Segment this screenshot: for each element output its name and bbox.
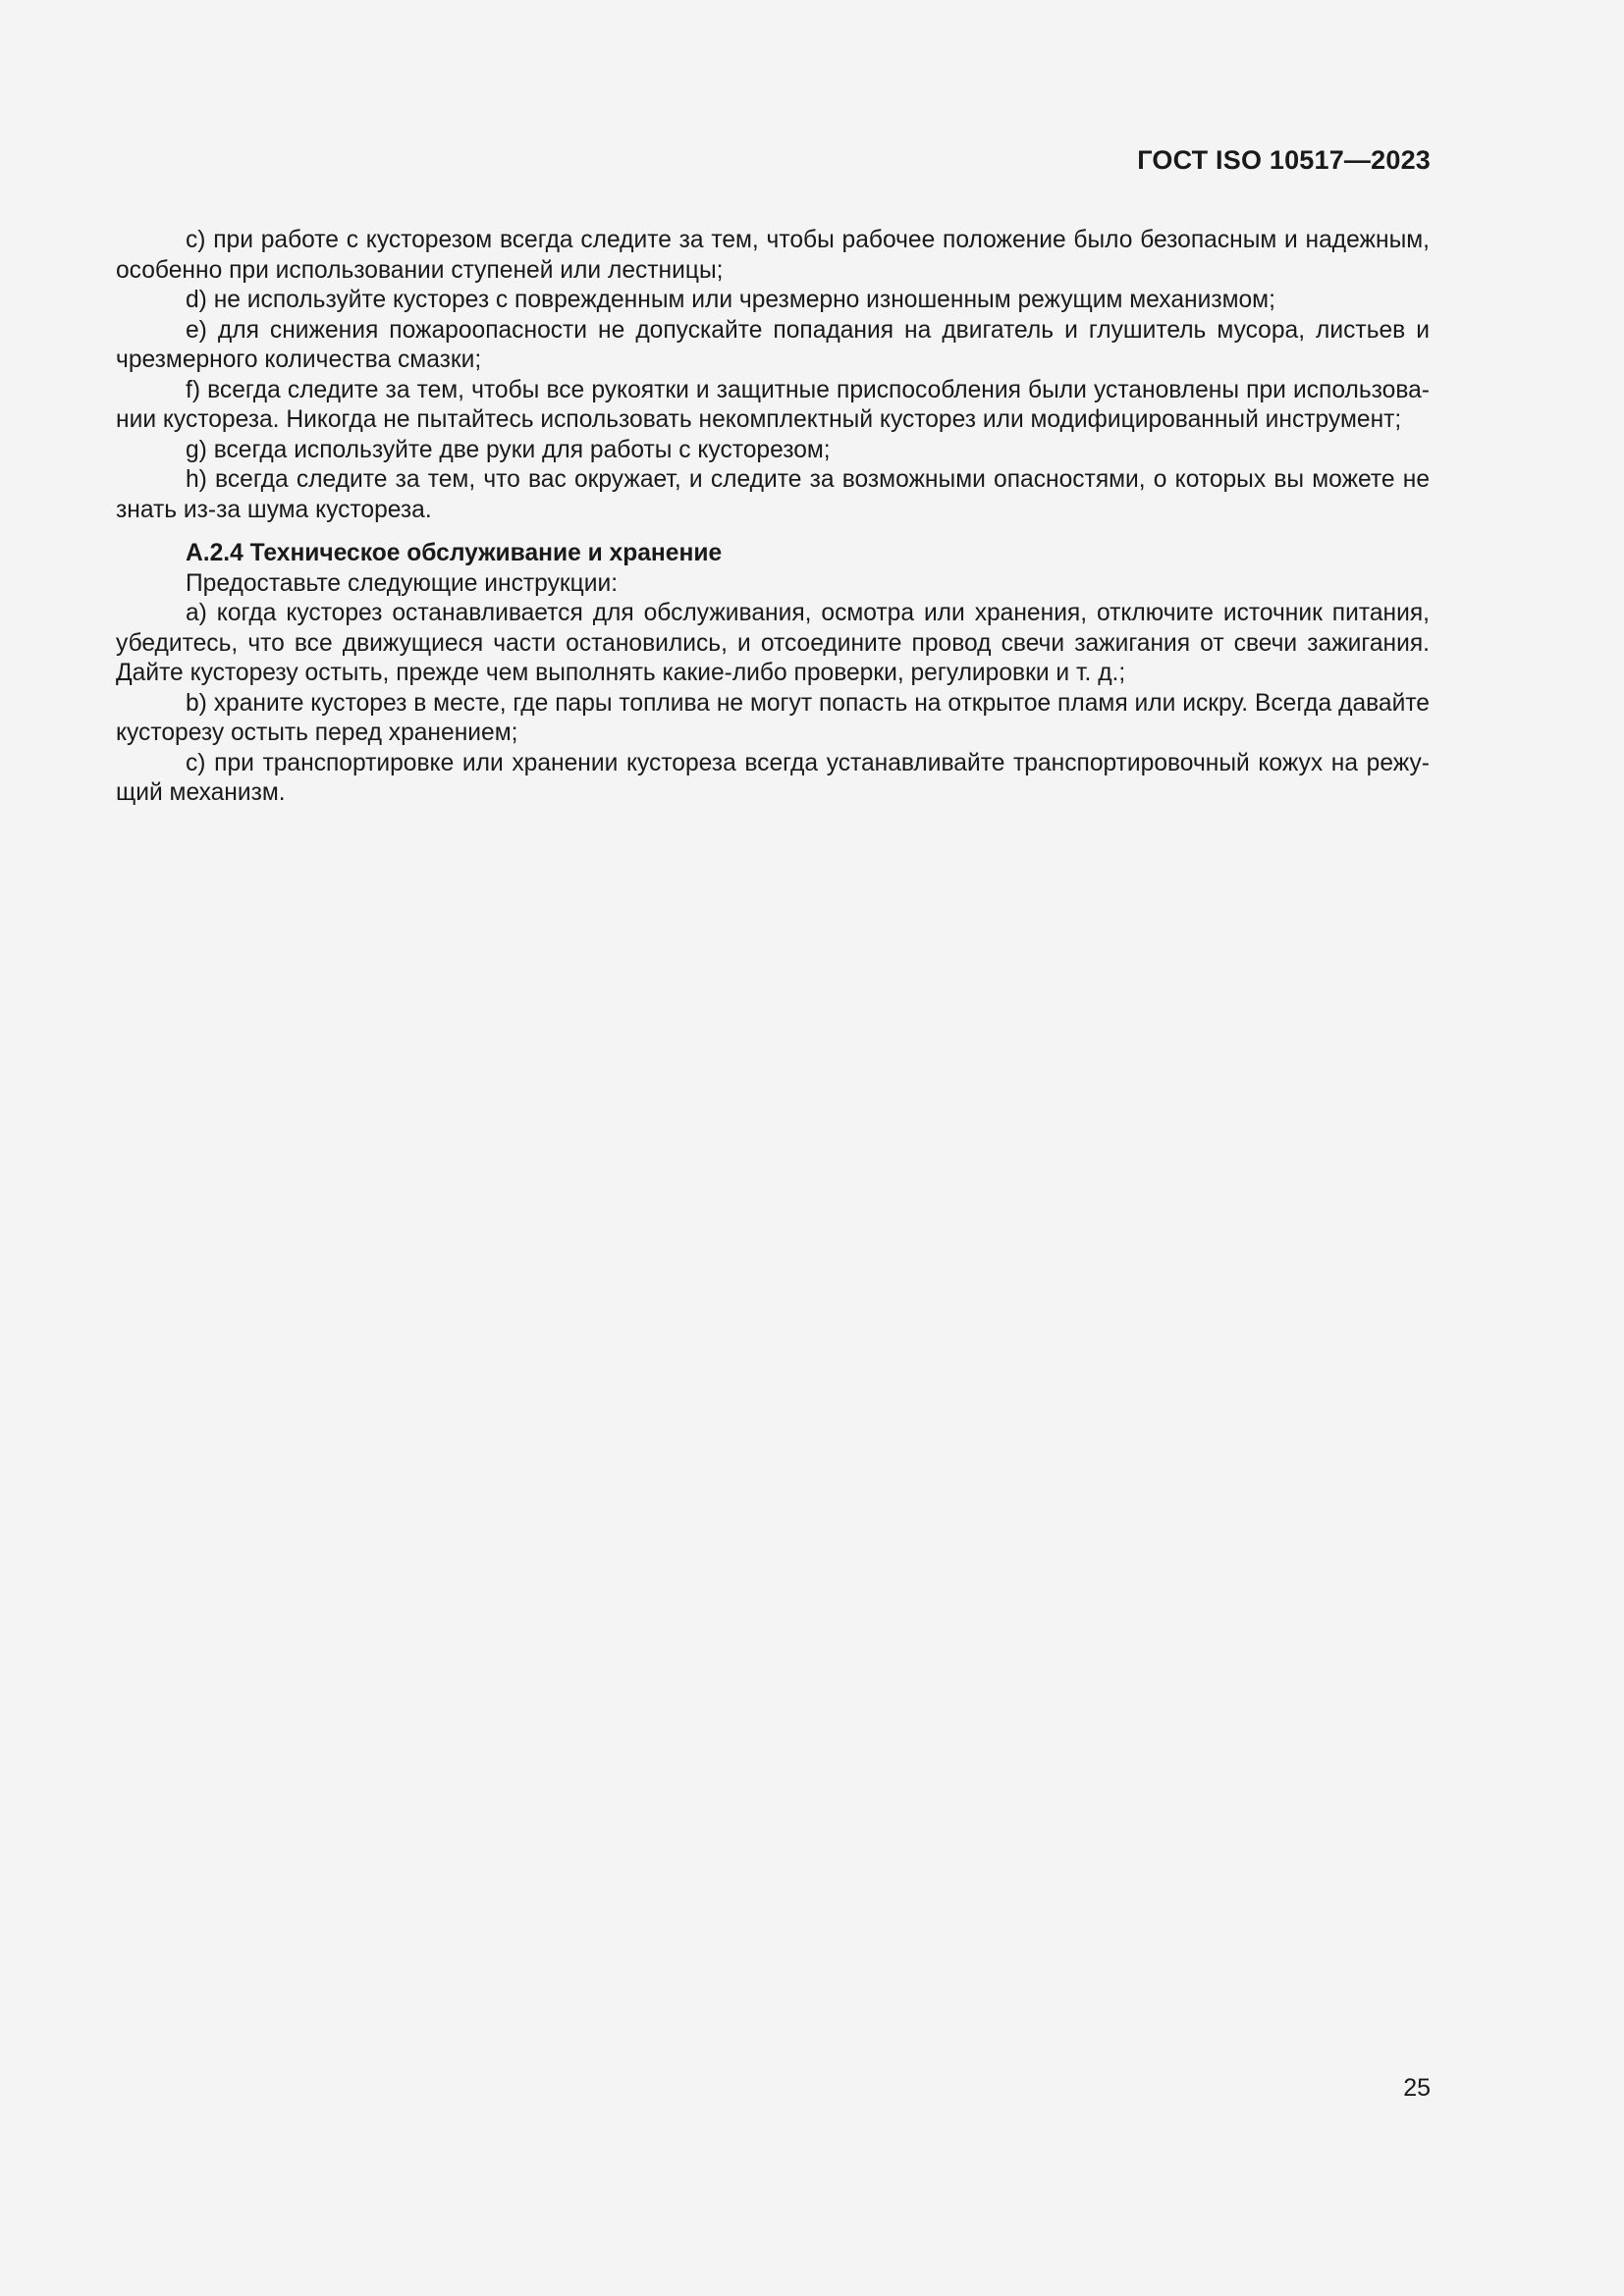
list-item-b: b) храните кусторез в месте, где пары топлива не могут попасть на открытое пламя или искру. Всегда давайте кусторезу остыть перед хранением; bbox=[116, 689, 1430, 746]
list-item-g: g) всегда используйте две руки для работы с кусторезом; bbox=[186, 436, 831, 463]
section-heading: А.2.4 Техническое обслуживание и хранение bbox=[186, 540, 723, 566]
section-gap bbox=[116, 525, 1430, 539]
list-item-f: f) всегда следите за тем, чтобы все рукоятки и защитные приспособления были установлены при использовании кустореза. Никогда не пытайтесь использовать некомплектный кусторез или модифицированный инструмент; bbox=[116, 376, 1430, 433]
section-intro: Предоставьте следующие инструкции: bbox=[186, 569, 619, 597]
list-item-d: d) не используйте кусторез с поврежденным или чрезмерно изношенным режущим механизмом; bbox=[186, 287, 1275, 313]
maintenance-section bbox=[116, 539, 1430, 809]
list-item-e: e) для снижения пожароопасности не допускайте попадания на двигатель и глушитель мусора, листьев и чрезмерного количества смазки; bbox=[116, 316, 1430, 373]
document-header: ГОСТ ISO 10517—2023 bbox=[1137, 145, 1431, 175]
list-item-a: а) когда кусторез останавливается для обслуживания, осмотра или хранения, отключите источник питания, убедитесь, что все движущиеся части остановились, и отсоедините провод свечи зажигания от свечи зажигания. Дайте кусторезу остыть, прежде чем выполнять какие-либо проверки, регулировки и т. д.; bbox=[116, 600, 1430, 686]
page-number: 25 bbox=[1403, 2074, 1431, 2102]
safety-list bbox=[116, 226, 1430, 525]
list-item-c: c) при работе с кусторезом всегда следите за тем, чтобы рабочее положение было безопасным и надежным, особенно при использовании ступеней или лестницы; bbox=[116, 227, 1430, 284]
list-item-h: h) всегда следите за тем, что вас окружает, и следите за возможными опасностями, о которых вы можете не знать из-за шума кустореза. bbox=[116, 466, 1430, 523]
list-item-c-storage: c) при транспортировке или хранении кустореза всегда устанавливайте транспортировочный кожух на режущий механизм. bbox=[116, 749, 1430, 806]
document-body bbox=[116, 226, 1430, 809]
